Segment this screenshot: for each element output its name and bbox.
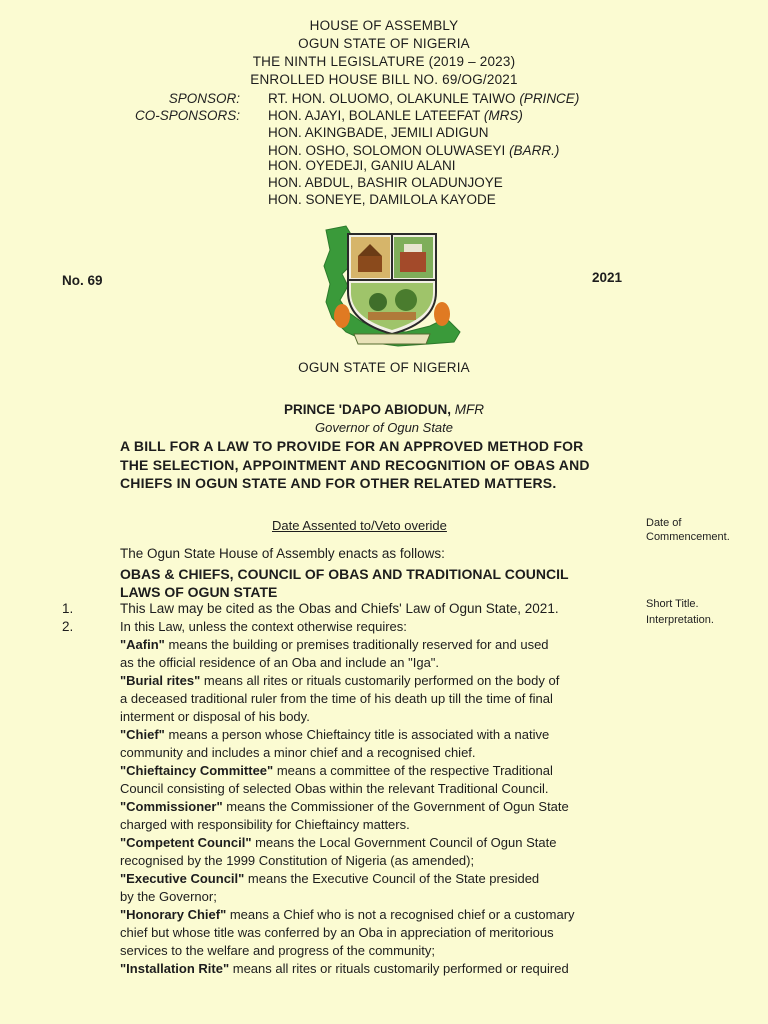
cosponsor-name: HON. SONEYE, DAMILOLA KAYODE	[268, 192, 496, 207]
definition-line: recognised by the 1999 Constitution of Nigeria (as amended);	[120, 853, 475, 868]
section-text: In this Law, unless the context otherwise requires:	[120, 619, 407, 634]
cosponsor-name: HON. ABDUL, BASHIR OLADUNJOYE	[268, 175, 503, 190]
bill-title-line: CHIEFS IN OGUN STATE AND FOR OTHER RELATED MATTERS.	[120, 475, 557, 491]
definition-line: interment or disposal of his body.	[120, 709, 310, 724]
sponsor-name: RT. HON. OLUOMO, OLAKUNLE TAIWO (PRINCE)	[268, 91, 580, 106]
margin-note-commencement: Date of Commencement.	[646, 517, 730, 543]
assembly-heading: HOUSE OF ASSEMBLY	[309, 18, 459, 33]
cosponsor-name: HON. AJAYI, BOLANLE LATEEFAT (MRS)	[268, 108, 523, 123]
definition-line: "Competent Council" means the Local Government Council of Ogun State	[120, 835, 557, 850]
definition-line: "Burial rites" means all rites or rituals customarily performed on the body of	[120, 673, 560, 688]
definition-line: a deceased traditional ruler from the time of his death up till the time of final	[120, 691, 553, 706]
bill-number: No. 69	[62, 273, 103, 288]
bill-title-line: THE SELECTION, APPOINTMENT AND RECOGNITION OF OBAS AND	[120, 457, 590, 473]
definition-line: "Chieftaincy Committee" means a committee of the respective Traditional	[120, 763, 553, 778]
margin-note-interpretation: Interpretation.	[646, 614, 714, 626]
cosponsor-name: HON. OSHO, SOLOMON OLUWASEYI (BARR.)	[268, 143, 560, 158]
law-heading: OBAS & CHIEFS, COUNCIL OF OBAS AND TRADITIONAL COUNCIL	[120, 566, 569, 582]
cosponsor-name: HON. OYEDEJI, GANIU ALANI	[268, 158, 456, 173]
law-heading: LAWS OF OGUN STATE	[120, 584, 278, 600]
bill-title-line: A BILL FOR A LAW TO PROVIDE FOR AN APPROVED METHOD FOR	[120, 438, 584, 454]
definition-line: by the Governor;	[120, 889, 217, 904]
cosponsor-name: HON. AKINGBADE, JEMILI ADIGUN	[268, 125, 489, 140]
sponsor-label: SPONSOR:	[168, 91, 240, 106]
bill-year: 2021	[592, 270, 623, 285]
legislature-heading: THE NINTH LEGISLATURE (2019 – 2023)	[252, 54, 516, 69]
section-text: This Law may be cited as the Obas and Chiefs' Law of Ogun State, 2021.	[120, 601, 559, 616]
definition-line: "Installation Rite" means all rites or rituals customarily performed or required	[120, 961, 569, 976]
definition-line: "Honorary Chief" means a Chief who is not a recognised chief or a customary	[120, 907, 575, 922]
definition-line: "Commissioner" means the Commissioner of the Government of Ogun State	[120, 799, 569, 814]
definition-line: services to the welfare and progress of the community;	[120, 943, 436, 958]
definition-line: as the official residence of an Oba and include an "Iga".	[120, 655, 440, 670]
assent-line: Date Assented to/Veto overide	[272, 518, 447, 533]
bill-number-heading: ENROLLED HOUSE BILL NO. 69/OG/2021	[250, 72, 518, 87]
ogun-state-coat-of-arms	[318, 222, 468, 352]
definition-line: Council consisting of selected Obas within the relevant Traditional Council.	[120, 781, 549, 796]
definition-line: "Chief" means a person whose Chieftaincy title is associated with a native	[120, 727, 550, 742]
section-number: 2.	[62, 619, 74, 634]
enacting-clause: The Ogun State House of Assembly enacts as follows:	[120, 546, 445, 561]
margin-note-short-title: Short Title.	[646, 598, 699, 610]
state-name: OGUN STATE OF NIGERIA	[298, 360, 470, 375]
section-number: 1.	[62, 601, 74, 616]
definition-line: chief but whose title was conferred by an Oba in appreciation of meritorious	[120, 925, 554, 940]
definition-line: "Aafin" means the building or premises traditionally reserved for and used	[120, 637, 549, 652]
governor-title: Governor of Ogun State	[314, 420, 454, 435]
definition-line: community and includes a minor chief and a recognised chief.	[120, 745, 476, 760]
cosponsor-label: CO-SPONSORS:	[134, 108, 240, 123]
governor-name: PRINCE 'DAPO ABIODUN, MFR	[284, 402, 484, 417]
state-heading: OGUN STATE OF NIGERIA	[298, 36, 470, 51]
definition-line: charged with responsibility for Chieftaincy matters.	[120, 817, 410, 832]
definition-line: "Executive Council" means the Executive Council of the State presided	[120, 871, 540, 886]
